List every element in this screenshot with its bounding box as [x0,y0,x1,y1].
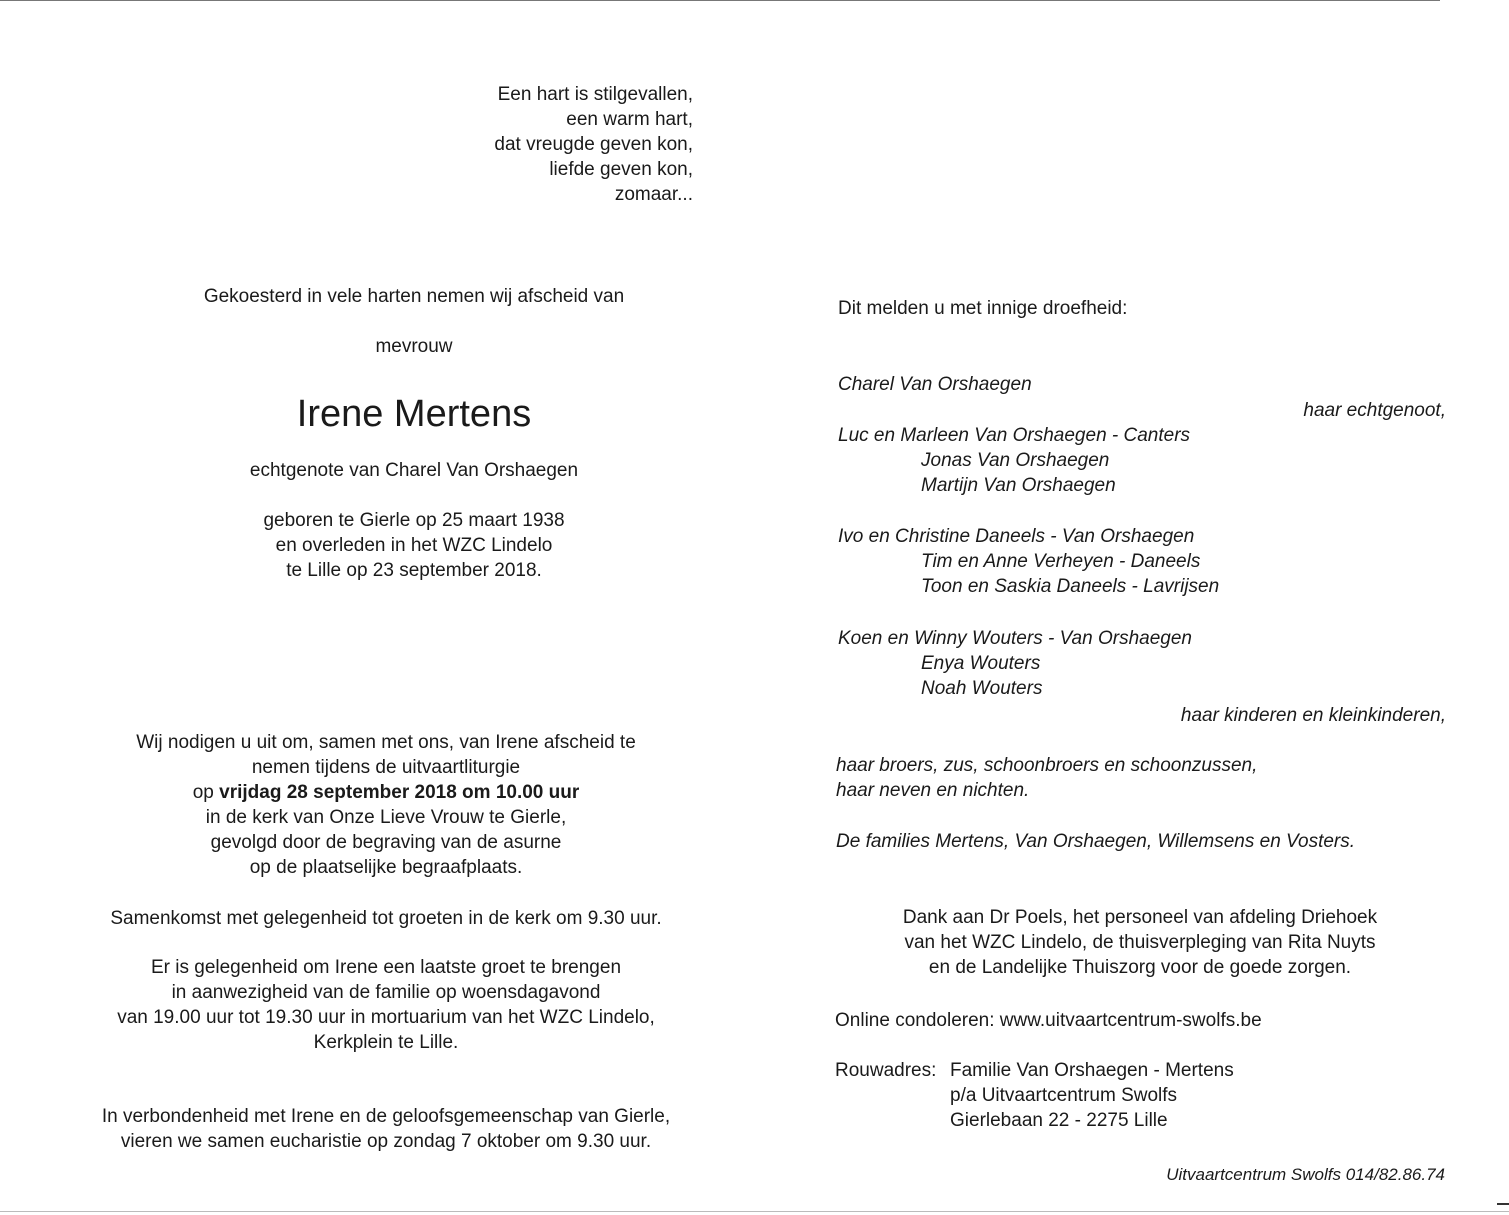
invitation-line: gevolgd door de begraving van de asurne [210,832,562,853]
online-condolences: Online condoleren: www.uitvaartcentrum-swolfs.be [835,1010,1262,1031]
family-member: Jonas Van Orshaegen [921,450,1110,471]
thanks-line: van het WZC Lindelo, de thuisverpleging van Rita Nuyts [904,932,1376,953]
address-label: Rouwadres: [835,1060,937,1081]
poem-line: dat vreugde geven kon, [494,134,693,155]
family-member: Enya Wouters [921,653,1041,674]
husband-name: Charel Van Orshaegen [838,374,1032,395]
corner-mark [1497,1203,1509,1205]
deceased-name: Irene Mertens [296,393,532,435]
bottom-rule [0,1211,1509,1212]
invitation-line: in de kerk van Onze Lieve Vrouw te Gierle, [205,807,567,828]
family-group-2 [838,524,1219,599]
salutation: mevrouw [375,336,453,357]
families-line: De families Mertens, Van Orshaegen, Willemsens en Vosters. [836,831,1356,852]
family-group-3 [838,626,1192,701]
invitation-date-line [52,780,720,805]
invitation-prefix: op [192,782,220,803]
siblings-line: haar broers, zus, schoonbroers en schoonzussen, [836,755,1258,776]
address-line: Gierlebaan 22 - 2275 Lille [950,1110,1168,1131]
invitation-line: Wij nodigen u uit om, samen met ons, van Irene afscheid te [136,732,636,753]
family-member: Martijn Van Orshaegen [921,475,1116,496]
thanks-block [840,905,1440,980]
invitation-line: nemen tijdens de uitvaartliturgie [251,757,521,778]
thanks-line: Dank aan Dr Poels, het personeel van afdeling Driehoek [902,907,1378,928]
poem-line: een warm hart, [566,109,693,130]
siblings-line: haar neven en nichten. [836,780,1030,801]
family-member: Noah Wouters [921,678,1043,699]
farewell-line: van 19.00 uur tot 19.30 uur in mortuarium van het WZC Lindelo, [117,1007,655,1028]
invitation-line: op de plaatselijke begraafplaats. [249,857,523,878]
family-member: Toon en Saskia Daneels - Lavrijsen [921,576,1220,597]
birth-death-block [80,508,748,583]
siblings-block [836,753,1257,803]
farewell-line: in aanwezigheid van de familie op woensdagavond [171,982,601,1003]
farewell-line: Kerkplein te Lille. [313,1032,459,1053]
death-place-line: te Lille op 23 september 2018. [286,560,542,581]
invitation-block [52,730,720,880]
poem [380,82,693,207]
death-line: en overleden in het WZC Lindelo [275,535,553,556]
intro-text: Gekoesterd in vele harten nemen wij afscheid van [203,286,625,307]
family-head: Luc en Marleen Van Orshaegen - Canters [838,425,1191,446]
family-member: Tim en Anne Verheyen - Daneels [921,551,1201,572]
farewell-line: Er is gelegenheid om Irene een laatste groet te brengen [150,957,622,978]
eucharist-line: vieren we samen eucharistie op zondag 7 oktober om 9.30 uur. [120,1131,652,1152]
poem-line: liefde geven kon, [549,159,693,180]
birth-line: geboren te Gierle op 25 maart 1938 [263,510,565,531]
top-rule [0,0,1440,1]
children-role: haar kinderen en kleinkinderen, [1180,705,1446,726]
gathering-text: Samenkomst met gelegenheid tot groeten in de kerk om 9.30 uur. [110,908,662,929]
poem-line: zomaar... [614,184,693,205]
husband-role: haar echtgenoot, [1303,400,1446,421]
address-line: p/a Uitvaartcentrum Swolfs [950,1085,1178,1106]
footer-contact: Uitvaartcentrum Swolfs 014/82.86.74 [1166,1165,1445,1184]
eucharist-line: In verbondenheid met Irene en de geloofsgemeenschap van Gierle, [101,1106,671,1127]
announcement: Dit melden u met innige droefheid: [838,298,1128,319]
farewell-block [52,955,720,1055]
address-line: Familie Van Orshaegen - Mertens [950,1060,1234,1081]
address-block [950,1058,1234,1133]
spouse-line: echtgenote van Charel Van Orshaegen [249,460,579,481]
family-head: Koen en Winny Wouters - Van Orshaegen [838,628,1192,649]
poem-line: Een hart is stilgevallen, [497,84,693,105]
family-head: Ivo en Christine Daneels - Van Orshaegen [838,526,1195,547]
funeral-datetime: vrijdag 28 september 2018 om 10.00 uur [219,782,580,803]
eucharist-block [52,1104,720,1154]
family-group-1 [838,423,1190,498]
thanks-line: en de Landelijke Thuiszorg voor de goede zorgen. [928,957,1352,978]
